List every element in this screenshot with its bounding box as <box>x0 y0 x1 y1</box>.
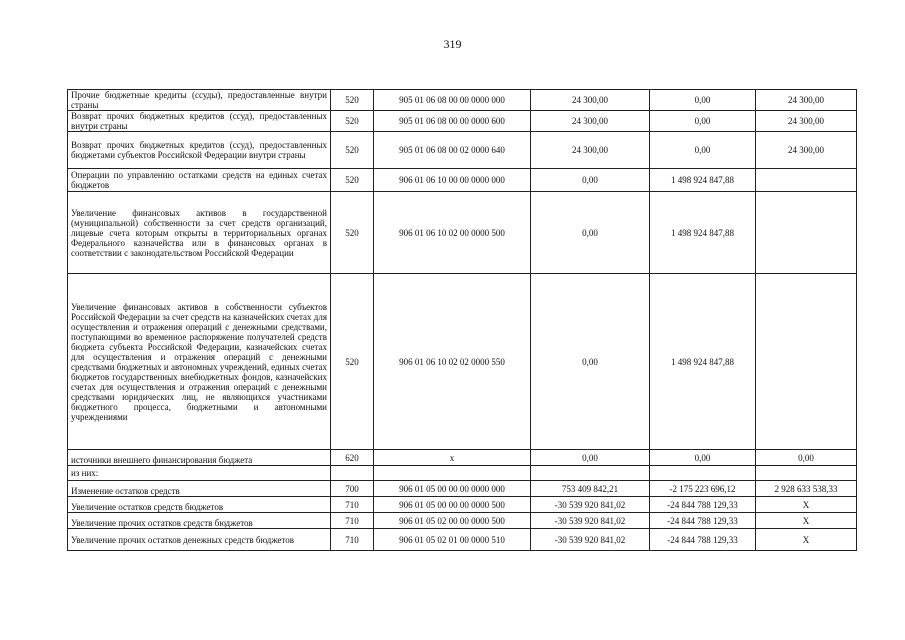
row-name: Увеличение финансовых активов в собственности субъектов Российской Федерации за счет средств на казначейских счетах для осуществления и отражения операций с денежными средствами, поступающими во временное распоряжение получателей средств бюджета субъекта Российской Федерации, казначейских счетах для осуществления и отражения операций с денежными средствами бюджетных и автономных учреждений, единых счетах бюджетов государственных внебюджетных фондов, казначейских счетах для осуществления и отражения операций с денежными средствами юридических лиц, не являющихся участниками бюджетного процесса, бюджетными и автономными учреждениями <box>68 274 331 450</box>
table-row <box>68 132 857 169</box>
row-value-1: 0,00 <box>531 450 650 466</box>
table-row <box>68 90 857 111</box>
row-bk-code: 905 01 06 08 00 02 0000 640 <box>374 132 531 169</box>
row-value-2: -24 844 788 129,33 <box>650 497 756 513</box>
table-row <box>68 497 857 513</box>
table-row <box>68 466 857 481</box>
row-code: 520 <box>331 90 374 111</box>
row-bk-code: 906 01 06 10 02 02 0000 550 <box>374 274 531 450</box>
row-value-2: -2 175 223 696,12 <box>650 481 756 497</box>
row-code: 710 <box>331 497 374 513</box>
row-value-2 <box>650 466 756 481</box>
row-bk-code: 906 01 06 10 00 00 0000 000 <box>374 169 531 192</box>
row-value-2: -24 844 788 129,33 <box>650 513 756 529</box>
table-row <box>68 450 857 466</box>
row-value-2: 1 498 924 847,88 <box>650 169 756 192</box>
row-bk-code: 905 01 06 08 00 00 0000 600 <box>374 111 531 132</box>
row-code: 520 <box>331 132 374 169</box>
row-code: 700 <box>331 481 374 497</box>
table-row <box>68 529 857 551</box>
row-code: 520 <box>331 192 374 274</box>
table-row <box>68 274 857 450</box>
row-code: 710 <box>331 513 374 529</box>
row-code: 520 <box>331 274 374 450</box>
row-code: 520 <box>331 169 374 192</box>
table-row <box>68 111 857 132</box>
row-value-1 <box>531 466 650 481</box>
row-code <box>331 466 374 481</box>
row-value-3 <box>756 169 857 192</box>
row-bk-code: x <box>374 450 531 466</box>
row-value-3: 24 300,00 <box>756 111 857 132</box>
row-bk-code: 905 01 06 08 00 00 0000 000 <box>374 90 531 111</box>
row-value-3 <box>756 192 857 274</box>
row-value-2: 1 498 924 847,88 <box>650 274 756 450</box>
row-value-3: 24 300,00 <box>756 90 857 111</box>
row-value-1: -30 539 920 841,02 <box>531 513 650 529</box>
row-bk-code: 906 01 05 02 01 00 0000 510 <box>374 529 531 551</box>
row-name: Прочие бюджетные кредиты (ссуды), предоставленные внутри страны <box>68 90 331 111</box>
row-name: Операции по управлению остатками средств на единых счетах бюджетов <box>68 169 331 192</box>
row-value-3: 24 300,00 <box>756 132 857 169</box>
row-value-3: X <box>756 529 857 551</box>
row-value-1: 0,00 <box>531 169 650 192</box>
row-value-1: 0,00 <box>531 274 650 450</box>
table-row <box>68 513 857 529</box>
row-value-3: X <box>756 513 857 529</box>
row-value-3: 0,00 <box>756 450 857 466</box>
row-name: Увеличение остатков средств бюджетов <box>68 497 331 513</box>
row-bk-code <box>374 466 531 481</box>
table-row <box>68 169 857 192</box>
row-value-3: X <box>756 497 857 513</box>
row-name: источники внешнего финансирования бюджета <box>68 450 331 466</box>
row-value-2: 0,00 <box>650 450 756 466</box>
row-bk-code: 906 01 05 00 00 00 0000 000 <box>374 481 531 497</box>
row-name: Увеличение финансовых активов в государственной (муниципальной) собственности за счет средств организаций, лицевые счета которым открыты в территориальных органах Федерального казначейства или в финансовых органах в соответствии с законодательством Российской Федерации <box>68 192 331 274</box>
row-value-1: 753 409 842,21 <box>531 481 650 497</box>
row-name: Увеличение прочих остатков средств бюджетов <box>68 513 331 529</box>
row-value-3: 2 928 633 538,33 <box>756 481 857 497</box>
row-name: из них: <box>68 466 331 481</box>
row-value-1: 0,00 <box>531 192 650 274</box>
row-value-2: 0,00 <box>650 90 756 111</box>
row-value-1: 24 300,00 <box>531 90 650 111</box>
row-value-2: -24 844 788 129,33 <box>650 529 756 551</box>
row-name: Возврат прочих бюджетных кредитов (ссуд), предоставленных бюджетами субъектов Российской Федерации внутри страны <box>68 132 331 169</box>
row-value-2: 0,00 <box>650 132 756 169</box>
row-bk-code: 906 01 06 10 02 00 0000 500 <box>374 192 531 274</box>
row-value-3 <box>756 466 857 481</box>
row-code: 520 <box>331 111 374 132</box>
table-row <box>68 192 857 274</box>
row-name: Увеличение прочих остатков денежных средств бюджетов <box>68 529 331 551</box>
row-value-2: 0,00 <box>650 111 756 132</box>
row-value-1: 24 300,00 <box>531 132 650 169</box>
row-bk-code: 906 01 05 02 00 00 0000 500 <box>374 513 531 529</box>
row-name: Изменение остатков средств <box>68 481 331 497</box>
row-name: Возврат прочих бюджетных кредитов (ссуд), предоставленных внутри страны <box>68 111 331 132</box>
row-bk-code: 906 01 05 00 00 00 0000 500 <box>374 497 531 513</box>
table-row <box>68 481 857 497</box>
budget-sources-table <box>67 89 857 551</box>
row-value-3 <box>756 274 857 450</box>
row-code: 620 <box>331 450 374 466</box>
row-value-1: -30 539 920 841,02 <box>531 529 650 551</box>
row-value-1: 24 300,00 <box>531 111 650 132</box>
row-value-2: 1 498 924 847,88 <box>650 192 756 274</box>
row-code: 710 <box>331 529 374 551</box>
page-number: 319 <box>443 37 462 51</box>
row-value-1: -30 539 920 841,02 <box>531 497 650 513</box>
